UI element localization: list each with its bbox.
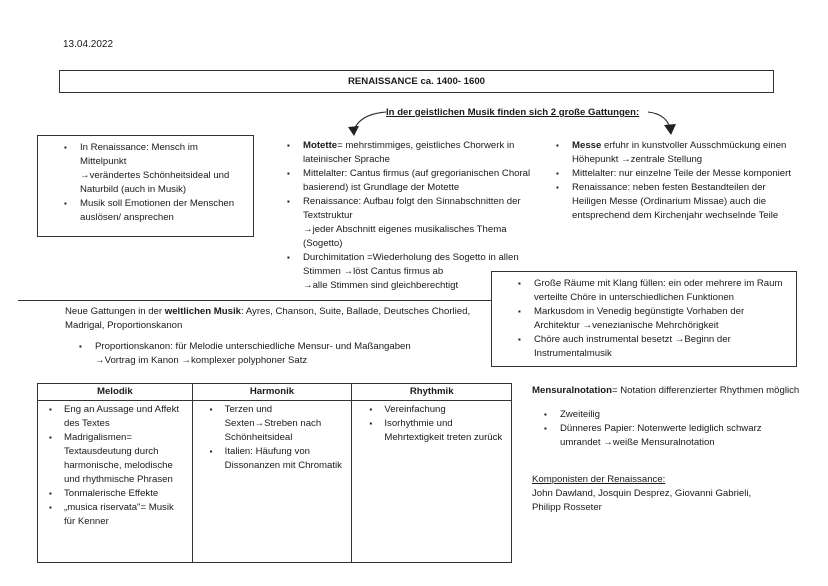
list-item: ▪ Markusdom in Venedig begünstigte Vorhaben der Architektur →venezianische Mehrchörigkeit	[512, 305, 788, 333]
left-arrow-head	[348, 126, 359, 136]
venedig-box	[491, 271, 797, 367]
list-item: ▪ Eng an Aussage und Affekt des Textes	[44, 403, 184, 431]
list-item: ▪ Mittelalter: Cantus firmus (auf gregorianischen Choral basierend) ist Grundlage der Motette	[281, 167, 531, 195]
right-arrow-head	[664, 124, 676, 135]
list-item: ▪ Motette= mehrstimmiges, geistliches Chorwerk in lateinischer Sprache	[281, 139, 531, 167]
list-item: ▪ Renaissance: Aufbau folgt den Sinnabschnitten der Textstruktur →jeder Abschnitt eigenes musikalisches Thema (Sogetto)	[281, 195, 531, 251]
page-title: RENAISSANCE ca. 1400- 1600	[347, 76, 486, 87]
title-box	[59, 70, 774, 93]
list-item: ▪ Chöre auch instrumental besetzt →Beginn der Instrumentalmusik	[512, 333, 788, 361]
table-cell-rhythmik	[352, 401, 512, 563]
table-header: Harmonik	[192, 384, 352, 401]
list-item: ▪ Proportionskanon: für Melodie unterschiedliche Mensur- und Maßangaben →Vortrag im Kanon →komplexer polyphoner Satz	[73, 340, 485, 368]
subtitle: In der geistlichen Musik finden sich 2 große Gattungen:	[386, 107, 640, 118]
weltlich-section	[65, 305, 485, 368]
list-item: ▪ Madrigalismen= Textausdeutung durch harmonische, melodische und rhythmische Phrasen	[44, 431, 184, 487]
motette-section	[281, 139, 531, 293]
list-item: ▪ Mittelalter: nur einzelne Teile der Messe komponiert	[550, 167, 798, 181]
list-item: ▪ Tonmalerische Effekte	[44, 487, 184, 501]
list-item: ▪ Vereinfachung	[364, 403, 503, 417]
list-item: ▪ Terzen und Sexten→Streben nach Schönheitsideal	[205, 403, 344, 445]
mensural-section	[532, 384, 802, 450]
komponisten-line: John Dawland, Josquin Desprez, Giovanni Gabrieli,	[532, 488, 752, 499]
list-item: ▪ In Renaissance: Mensch im Mittelpunkt →verändertes Schönheitsideal und Naturbild (auch in Musik)	[58, 141, 245, 197]
left-arrow-curve	[354, 112, 386, 130]
date: 13.04.2022	[63, 39, 114, 50]
messe-section	[550, 139, 798, 223]
divider	[18, 300, 491, 301]
list-item: ▪ Zweiteilig	[538, 408, 802, 422]
list-item: ▪ Große Räume mit Klang füllen: ein oder mehrere im Raum verteilte Chöre in unterschiedlichen Funktionen	[512, 277, 788, 305]
mensural-definition: Mensuralnotation= Notation differenzierter Rhythmen möglich	[532, 385, 800, 396]
komponisten-heading: Komponisten der Renaissance:	[532, 474, 666, 485]
branch-arrows	[330, 100, 700, 140]
weltlich-text: Neue Gattungen in der weltlichen Musik: Ayres, Chanson, Suite, Ballade, Deutsches Chorlied, Madrigal, Proportionskanon	[65, 306, 471, 331]
komponisten-line: Philipp Rosseter	[532, 502, 602, 513]
list-item: ▪ Durchimitation =Wiederholung des Sogetto in allen Stimmen →löst Cantus firmus ab →alle Stimmen sind gleichberechtigt	[281, 251, 531, 293]
list-item: ▪ „musica riservata"= Musik für Kenner	[44, 501, 184, 529]
list-item: ▪ Renaissance: neben festen Bestandteilen der Heiligen Messe (Ordinarium Missae) auch die entsprechend dem Kirchenjahr wechselnde Teile	[550, 181, 798, 223]
table-header: Melodik	[38, 384, 193, 401]
list-item: ▪ Messe erfuhr in kunstvoller Ausschmückung einen Höhepunkt →zentrale Stellung	[550, 139, 798, 167]
list-item: ▪ Italien: Häufung von Dissonanzen mit Chromatik	[205, 445, 344, 473]
mensch-box	[37, 135, 254, 237]
merkmale-table	[37, 383, 512, 563]
list-item: ▪ Isorhythmie und Mehrtextigkeit treten zurück	[364, 417, 503, 445]
list-item: ▪ Dünneres Papier: Notenwerte lediglich schwarz umrandet →weiße Mensuralnotation	[538, 422, 802, 450]
table-cell-harmonik	[192, 401, 352, 563]
table-header: Rhythmik	[352, 384, 512, 401]
list-item: ▪ Musik soll Emotionen der Menschen auslösen/ ansprechen	[58, 197, 245, 225]
table-cell-melodik	[38, 401, 193, 563]
komponisten-section	[532, 473, 802, 515]
